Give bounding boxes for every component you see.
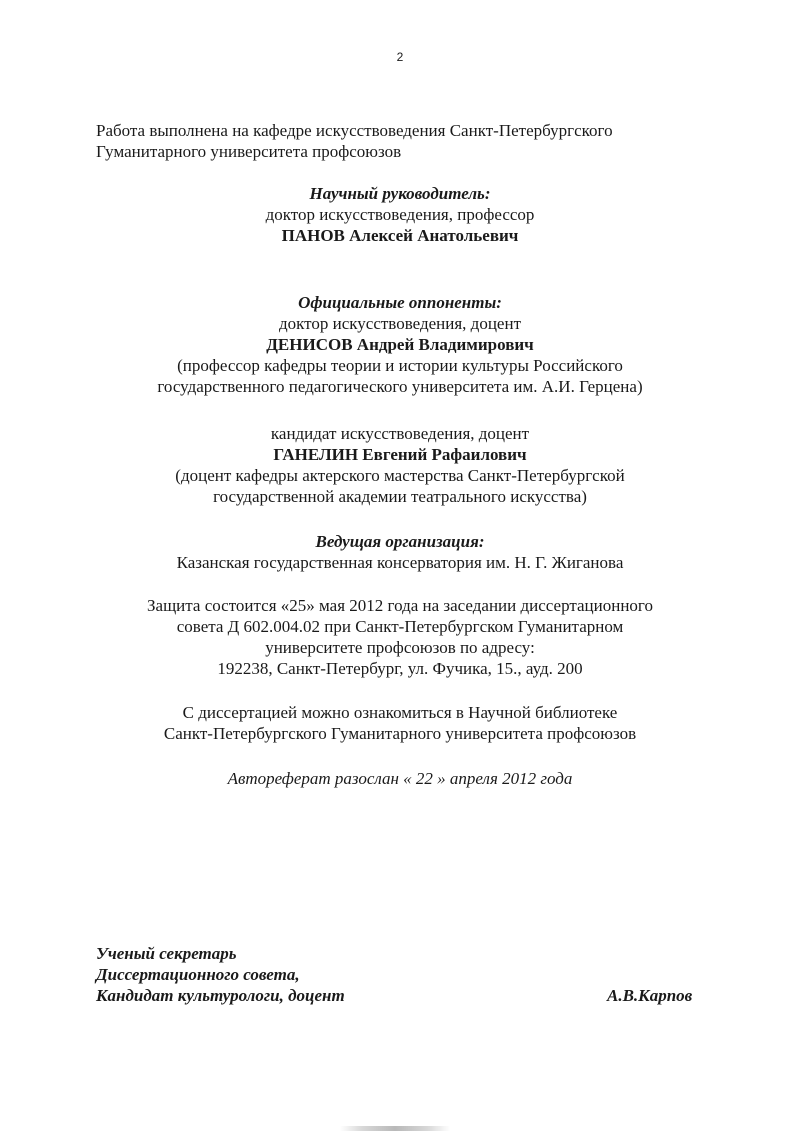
intro-line-1: Работа выполнена на кафедре искусствоведения Санкт-Петербургского [96,121,613,140]
opponent-2-block [0,423,800,507]
opponent-1-affiliation-line-2: государственного педагогического университета им. А.И. Герцена) [157,377,643,396]
supervisor-block [0,183,800,246]
opponent-2-affiliation-line-1: (доцент кафедры актерского мастерства Санкт-Петербургской [175,466,625,485]
opponent-2-name: ГАНЕЛИН Евгений Рафаилович [273,445,527,464]
supervisor-heading: Научный руководитель: [309,184,491,203]
opponents-block [0,292,800,397]
signature-block [96,943,345,1006]
signature-title-line-3: Кандидат культурологи, доцент [96,986,345,1005]
defense-block [0,595,800,679]
supervisor-degree: доктор искусствоведения, профессор [265,205,535,224]
abstract-sent-date: Автореферат разослан « 22 » апреля 2012 года [227,769,573,788]
library-block [0,702,800,744]
opponent-2-affiliation-line-2: государственной академии театрального искусства) [213,487,587,506]
signature-name: А.В.Карпов [607,986,693,1005]
page-number: 2 [396,50,404,64]
library-line-1: С диссертацией можно ознакомиться в Научной библиотеке [182,703,618,722]
opponents-heading: Официальные оппоненты: [298,293,502,312]
defense-line-2: совета Д 602.004.02 при Санкт-Петербургском Гуманитарном [176,617,624,636]
intro-paragraph [96,120,736,162]
sent-date-block [0,768,800,789]
defense-line-3: университете профсоюзов по адресу: [265,638,535,657]
intro-line-2: Гуманитарного университета профсоюзов [96,142,402,161]
opponent-1-degree: доктор искусствоведения, доцент [278,314,521,333]
leading-organization-block [0,531,800,573]
opponent-1-name: ДЕНИСОВ Андрей Владимирович [266,335,534,354]
leading-organization-name: Казанская государственная консерватория им. Н. Г. Жиганова [176,553,624,572]
signature-title-line-1: Ученый секретарь [96,944,237,963]
supervisor-name: ПАНОВ Алексей Анатольевич [281,226,519,245]
library-line-2: Санкт-Петербургского Гуманитарного университета профсоюзов [163,724,637,743]
opponent-2-degree: кандидат искусствоведения, доцент [270,424,530,443]
opponent-1-affiliation-line-1: (профессор кафедры теории и истории культуры Российского [177,356,623,375]
leading-organization-heading: Ведущая организация: [315,532,485,551]
signature-title-line-2: Диссертационного совета, [96,965,300,984]
scan-smudge [340,1126,450,1131]
defense-address: 192238, Санкт-Петербург, ул. Фучика, 15., ауд. 200 [217,659,583,678]
defense-line-1: Защита состоится «25» мая 2012 года на заседании диссертационного [147,596,653,615]
